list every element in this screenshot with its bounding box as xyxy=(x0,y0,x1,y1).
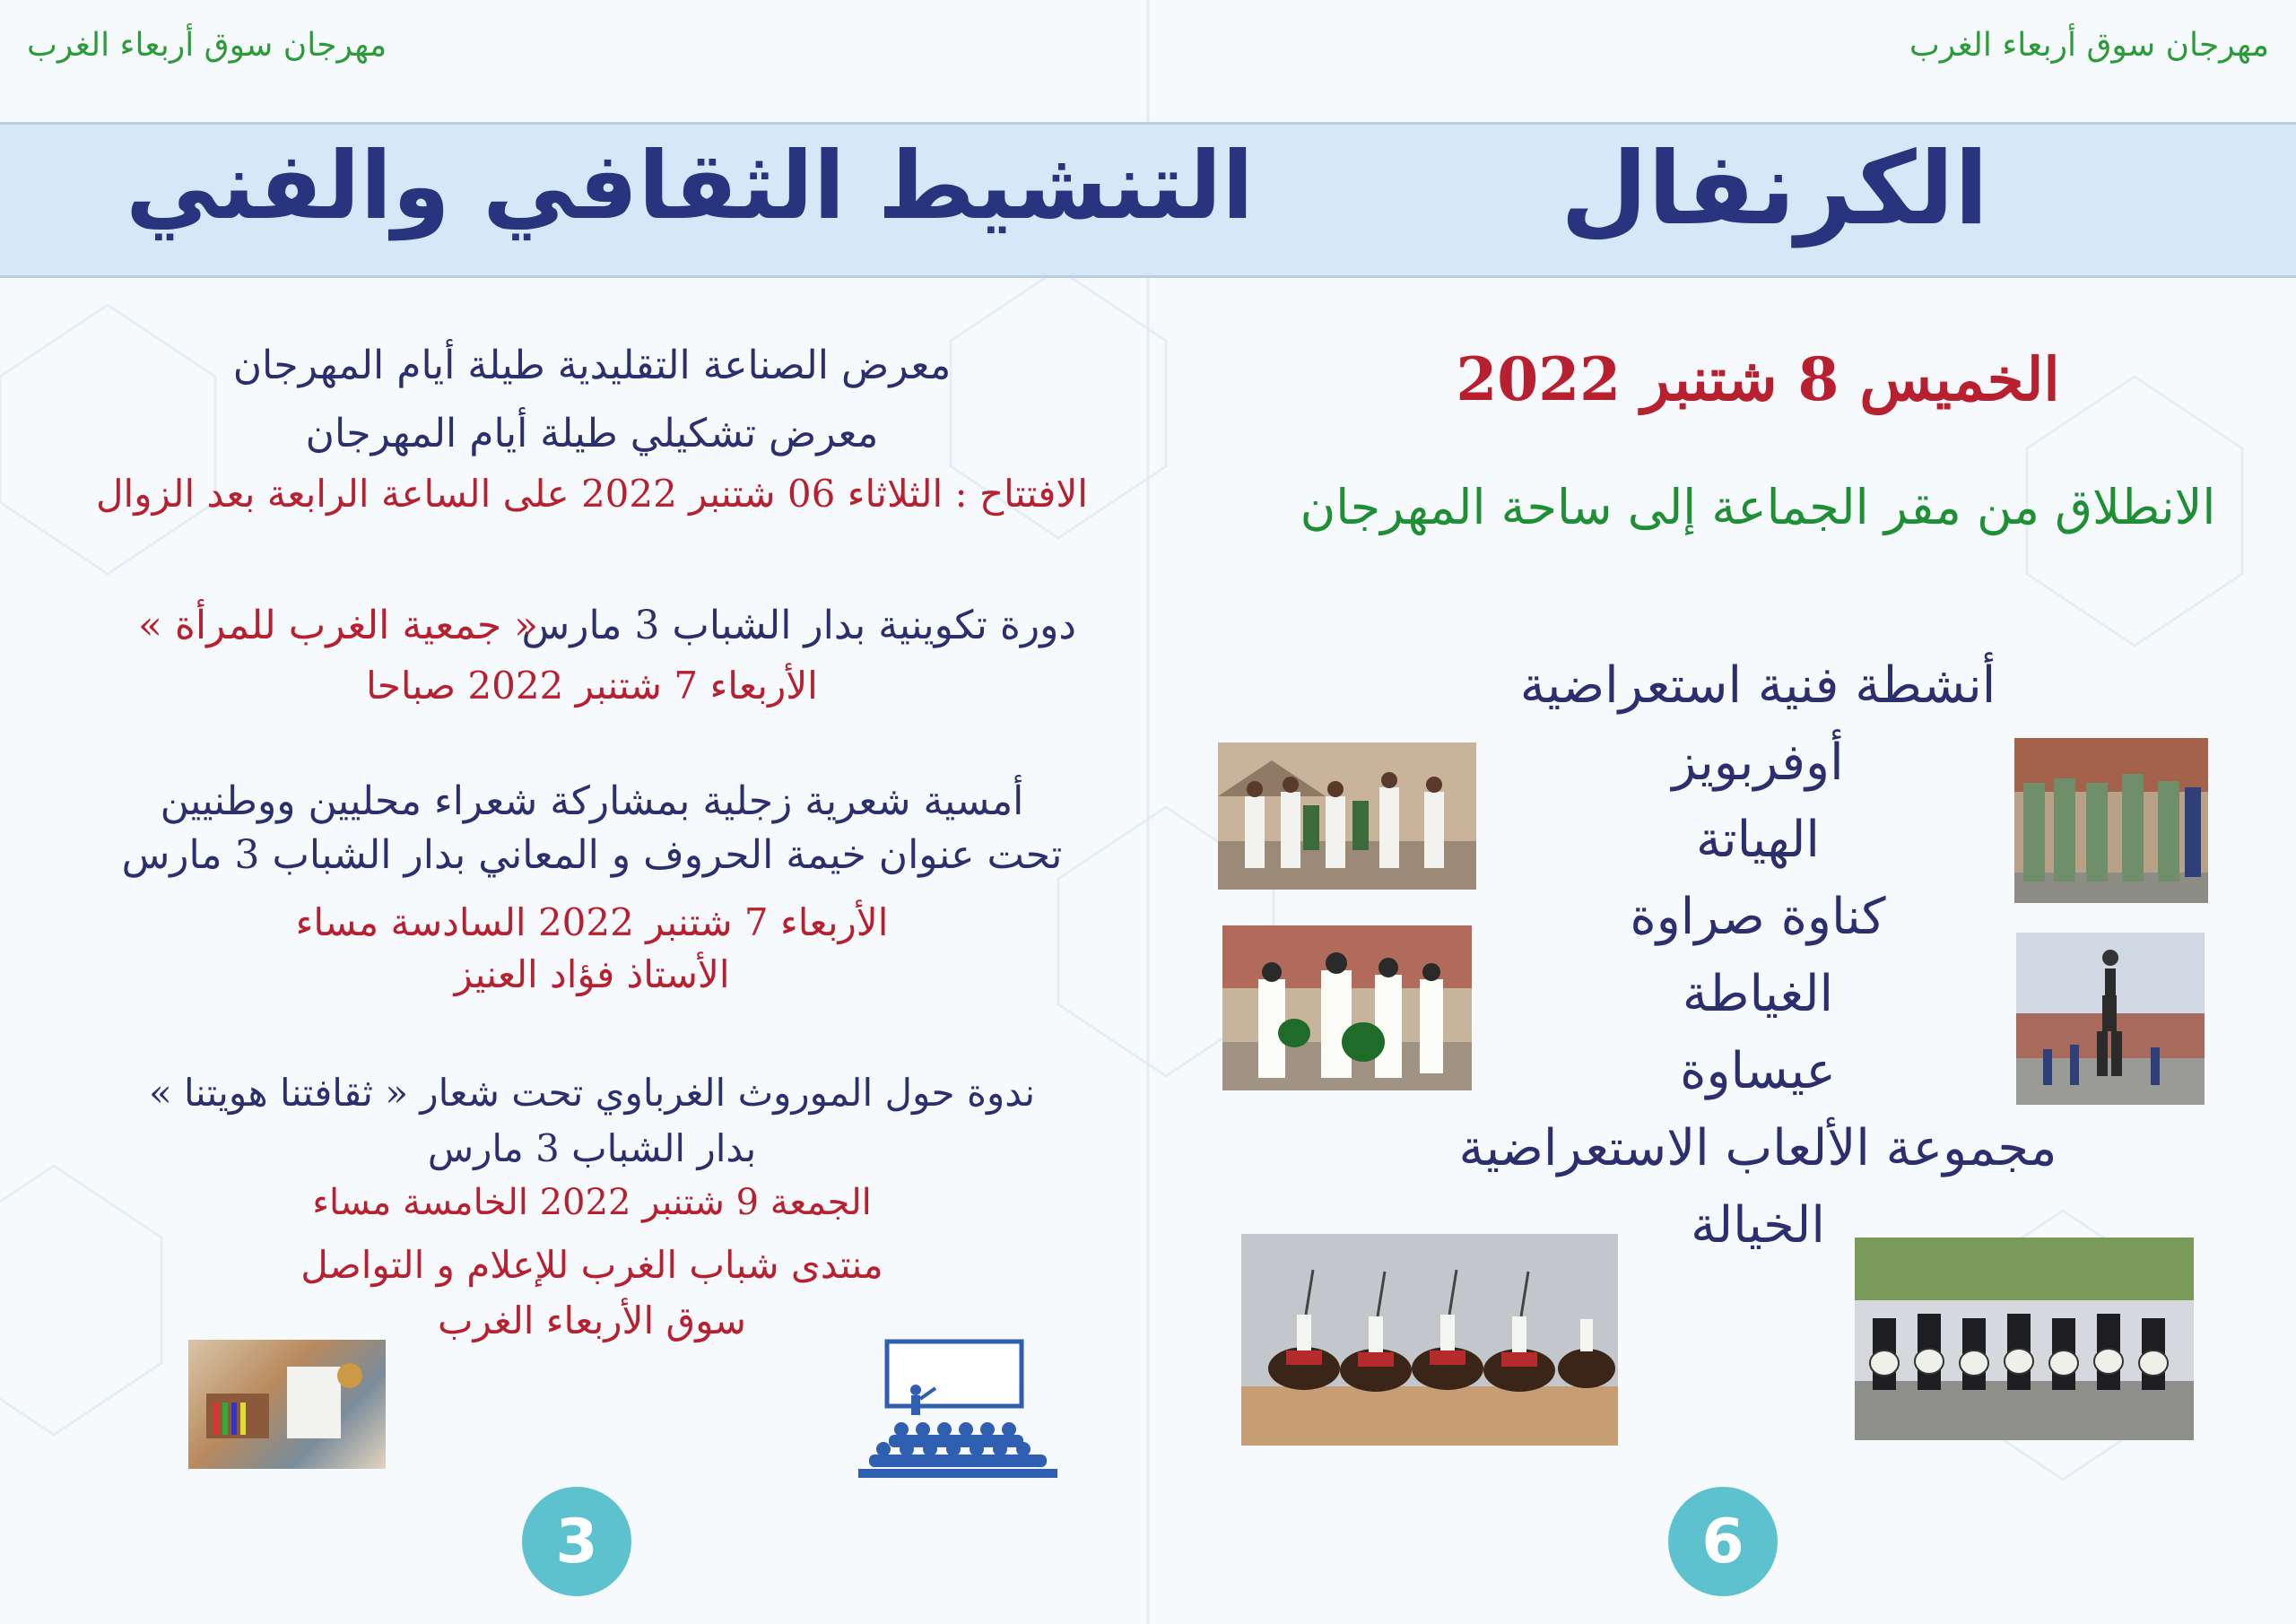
festival-header-right: مهرجان سوق أربعاء الغرب xyxy=(1909,27,2269,64)
left-page-number: 3 xyxy=(522,1487,631,1596)
seminar-date: الجمعة 9 شتنبر 2022 الخامسة مساء xyxy=(312,1182,872,1223)
presentation-audience-icon xyxy=(857,1338,1059,1480)
organizer-line: منتدى شباب الغرب للإعلام و التواصل xyxy=(300,1243,883,1287)
activity-show-games: مجموعة الألعاب الاستعراضية xyxy=(1458,1119,2057,1177)
poetry-host: الأستاذ فؤاد العنيز xyxy=(454,952,730,996)
departure-line: الانطلاق من مقر الجماعة إلى ساحة المهرجان xyxy=(1300,479,2216,535)
drum-parade-photo xyxy=(1855,1238,2194,1440)
training-date: الأربعاء 7 شتنبر 2022 صباحا xyxy=(366,664,818,708)
activity-issawa: عيساوة xyxy=(1680,1042,1836,1100)
folk-troupe-photo-2 xyxy=(2014,738,2208,903)
right-page-title: الكرنفال xyxy=(1561,131,1989,248)
cavalry-tbourida-photo xyxy=(1241,1234,1618,1446)
training-association: « جمعية الغرب للمرأة » xyxy=(137,603,538,648)
training-line: دورة تكوينية بدار الشباب 3 مارس xyxy=(521,603,1076,648)
poetry-date: الأربعاء 7 شتنبر 2022 السادسة مساء xyxy=(295,900,889,944)
activity-heading: أنشطة فنية استعراضية xyxy=(1519,656,1996,715)
folk-troupe-illustration-1 xyxy=(1218,743,1476,890)
left-page-title: التنشيط الثقافي والفني xyxy=(126,131,1254,240)
gnaoua-drummers-photo xyxy=(1222,925,1472,1090)
seminar-venue: بدار الشباب 3 مارس xyxy=(427,1126,757,1170)
cavalry-tbourida-illustration xyxy=(1241,1234,1618,1446)
opening-line: الافتتاح : الثلاثاء 06 شتنبر 2022 على الساعة الرابعة بعد الزوال xyxy=(96,472,1088,516)
crafts-exhibition-line: معرض الصناعة التقليدية طيلة أيام المهرجان xyxy=(232,343,952,388)
poetry-title-line: تحت عنوان خيمة الحروف و المعاني بدار الشباب 3 مارس xyxy=(121,832,1063,878)
drum-parade-illustration xyxy=(1855,1238,2194,1440)
seminar-line: ندوة حول الموروث الغرباوي تحت شعار « ثقافتنا هويتنا » xyxy=(148,1071,1036,1115)
carnival-date: الخميس 8 شتنبر 2022 xyxy=(1456,344,2060,414)
art-supplies-illustration xyxy=(188,1340,386,1469)
activity-ghiata: الغياطة xyxy=(1682,965,1834,1023)
gnaoua-drummers-illustration xyxy=(1222,925,1472,1090)
acrobat-tower-photo xyxy=(2016,933,2205,1105)
art-exhibition-line: معرض تشكيلي طيلة أيام المهرجان xyxy=(305,411,879,456)
folk-troupe-photo-1 xyxy=(1218,743,1476,890)
art-supplies-photo xyxy=(188,1340,386,1469)
festival-header-left: مهرجان سوق أربعاء الغرب xyxy=(27,27,387,64)
activity-hayata: الهياتة xyxy=(1695,811,1820,869)
organizer-city: سوق الأربعاء الغرب xyxy=(437,1298,747,1342)
folk-troupe-illustration-2 xyxy=(2014,738,2208,903)
activity-cavalry: الخيالة xyxy=(1691,1196,1825,1255)
activity-gnaoua: كناوة صراوة xyxy=(1630,888,1886,946)
right-page-number: 6 xyxy=(1668,1487,1778,1596)
activity-overboys: أوفربويز xyxy=(1672,734,1844,792)
poetry-evening-line: أمسية شعرية زجلية بمشاركة شعراء محليين ووطنيين xyxy=(160,778,1024,824)
acrobat-tower-illustration xyxy=(2016,933,2205,1105)
